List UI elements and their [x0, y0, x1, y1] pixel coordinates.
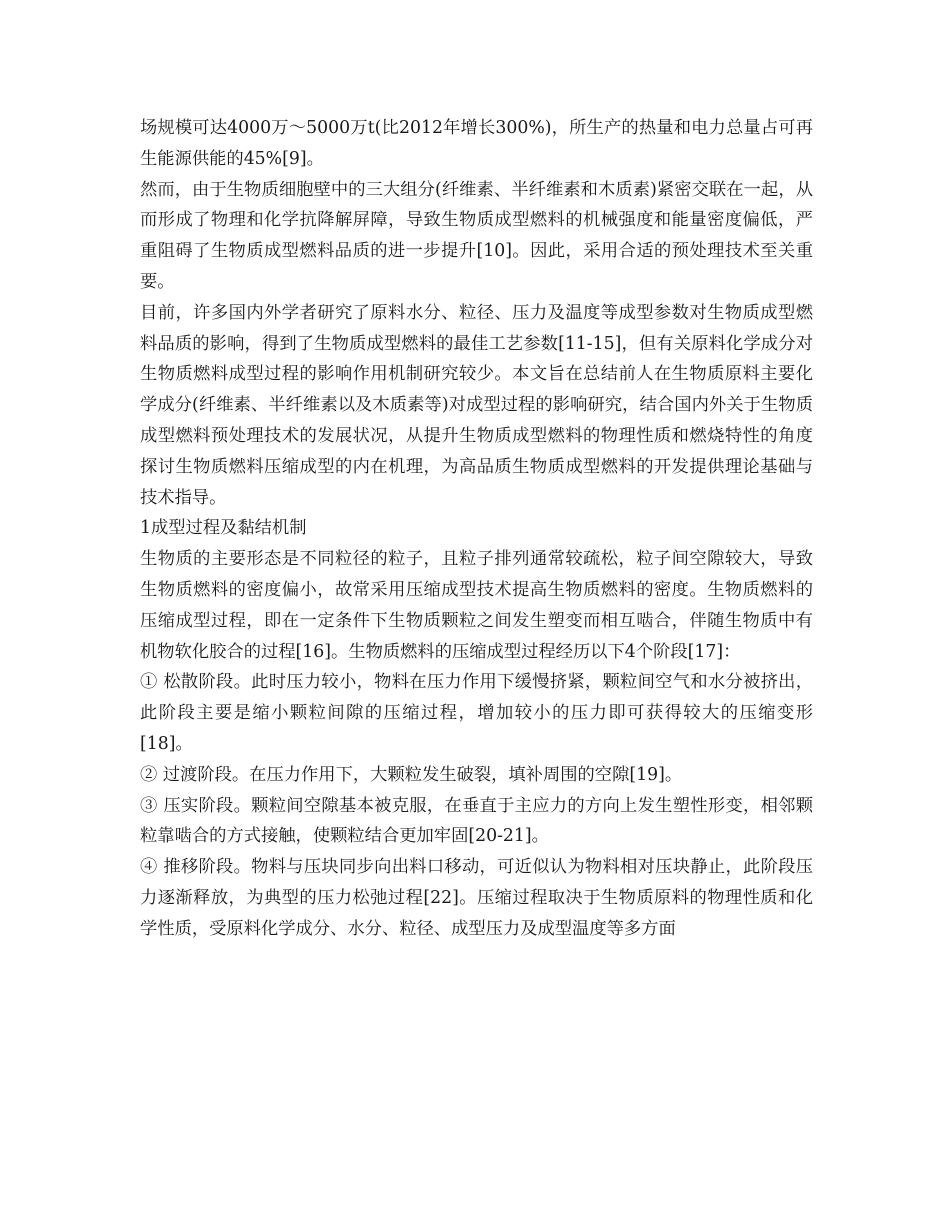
paragraph-forming-process: 生物质的主要形态是不同粒径的粒子，且粒子排列通常较疏松，粒子间空隙较大，导致生物质燃料的密度偏小，故常采用压缩成型技术提高生物质燃料的密度。生物质燃料的压缩成型过程，即在一定条件下生物质颗粒之间发生塑变而相互啮合，伴随生物质中有机物软化胶合的过程[16]。生物质燃料的压缩成型过程经历以下4个阶段[17]： [140, 549, 813, 662]
section-heading: 1成型过程及黏结机制 [140, 518, 307, 539]
paragraph-stage-transition: ② 过渡阶段。在压力作用下，大颗粒发生破裂，填补周围的空隙[19]。 [140, 764, 683, 785]
paragraph-research-status: 目前，许多国内外学者研究了原料水分、粒径、压力及温度等成型参数对生物质成型燃料品质的影响，得到了生物质成型燃料的最佳工艺参数[11-15]，但有关原料化学成分对生物质燃料成型过程的影响作用机制研究较少。本文旨在总结前人在生物质原料主要化学成分(纤维素、半纤维素以及木质素等)对成型过程的影响研究，结合国内外关于生物质成型燃料预处理技术的发展状况，从提升生物质成型燃料的物理性质和燃烧特性的角度探讨生物质燃料压缩成型的内在机理，为高品质生物质成型燃料的开发提供理论基础与技术指导。 [140, 302, 813, 508]
document-body [140, 113, 813, 945]
paragraph-stage-loose: ① 松散阶段。此时压力较小，物料在压力作用下缓慢挤紧，颗粒间空气和水分被挤出，此阶段主要是缩小颗粒间隙的压缩过程，增加较小的压力即可获得较大的压缩变形[18]。 [140, 672, 813, 754]
paragraph-stage-push: ④ 推移阶段。物料与压块同步向出料口移动，可近似认为物料相对压块静止，此阶段压力逐渐释放，为典型的压力松弛过程[22]。压缩过程取决于生物质原料的物理性质和化学性质，受原料化学成分、水分、粒径、成型压力及成型温度等多方面 [140, 857, 813, 939]
paragraph-cell-wall-barrier: 然而，由于生物质细胞壁中的三大组分(纤维素、半纤维素和木质素)紧密交联在一起，从而形成了物理和化学抗降解屏障，导致生物质成型燃料的机械强度和能量密度偏低，严重阻碍了生物质成型燃料品质的进一步提升[10]。因此，采用合适的预处理技术至关重要。 [140, 179, 813, 292]
paragraph-market-scale: 场规模可达4000万～5000万t(比2012年增长300%)，所生产的热量和电力总量占可再生能源供能的45%[9]。 [140, 118, 813, 169]
paragraph-stage-compaction: ③ 压实阶段。颗粒间空隙基本被克服，在垂直于主应力的方向上发生塑性形变，相邻颗粒靠啮合的方式接触，使颗粒结合更加牢固[20-21]。 [140, 795, 813, 847]
